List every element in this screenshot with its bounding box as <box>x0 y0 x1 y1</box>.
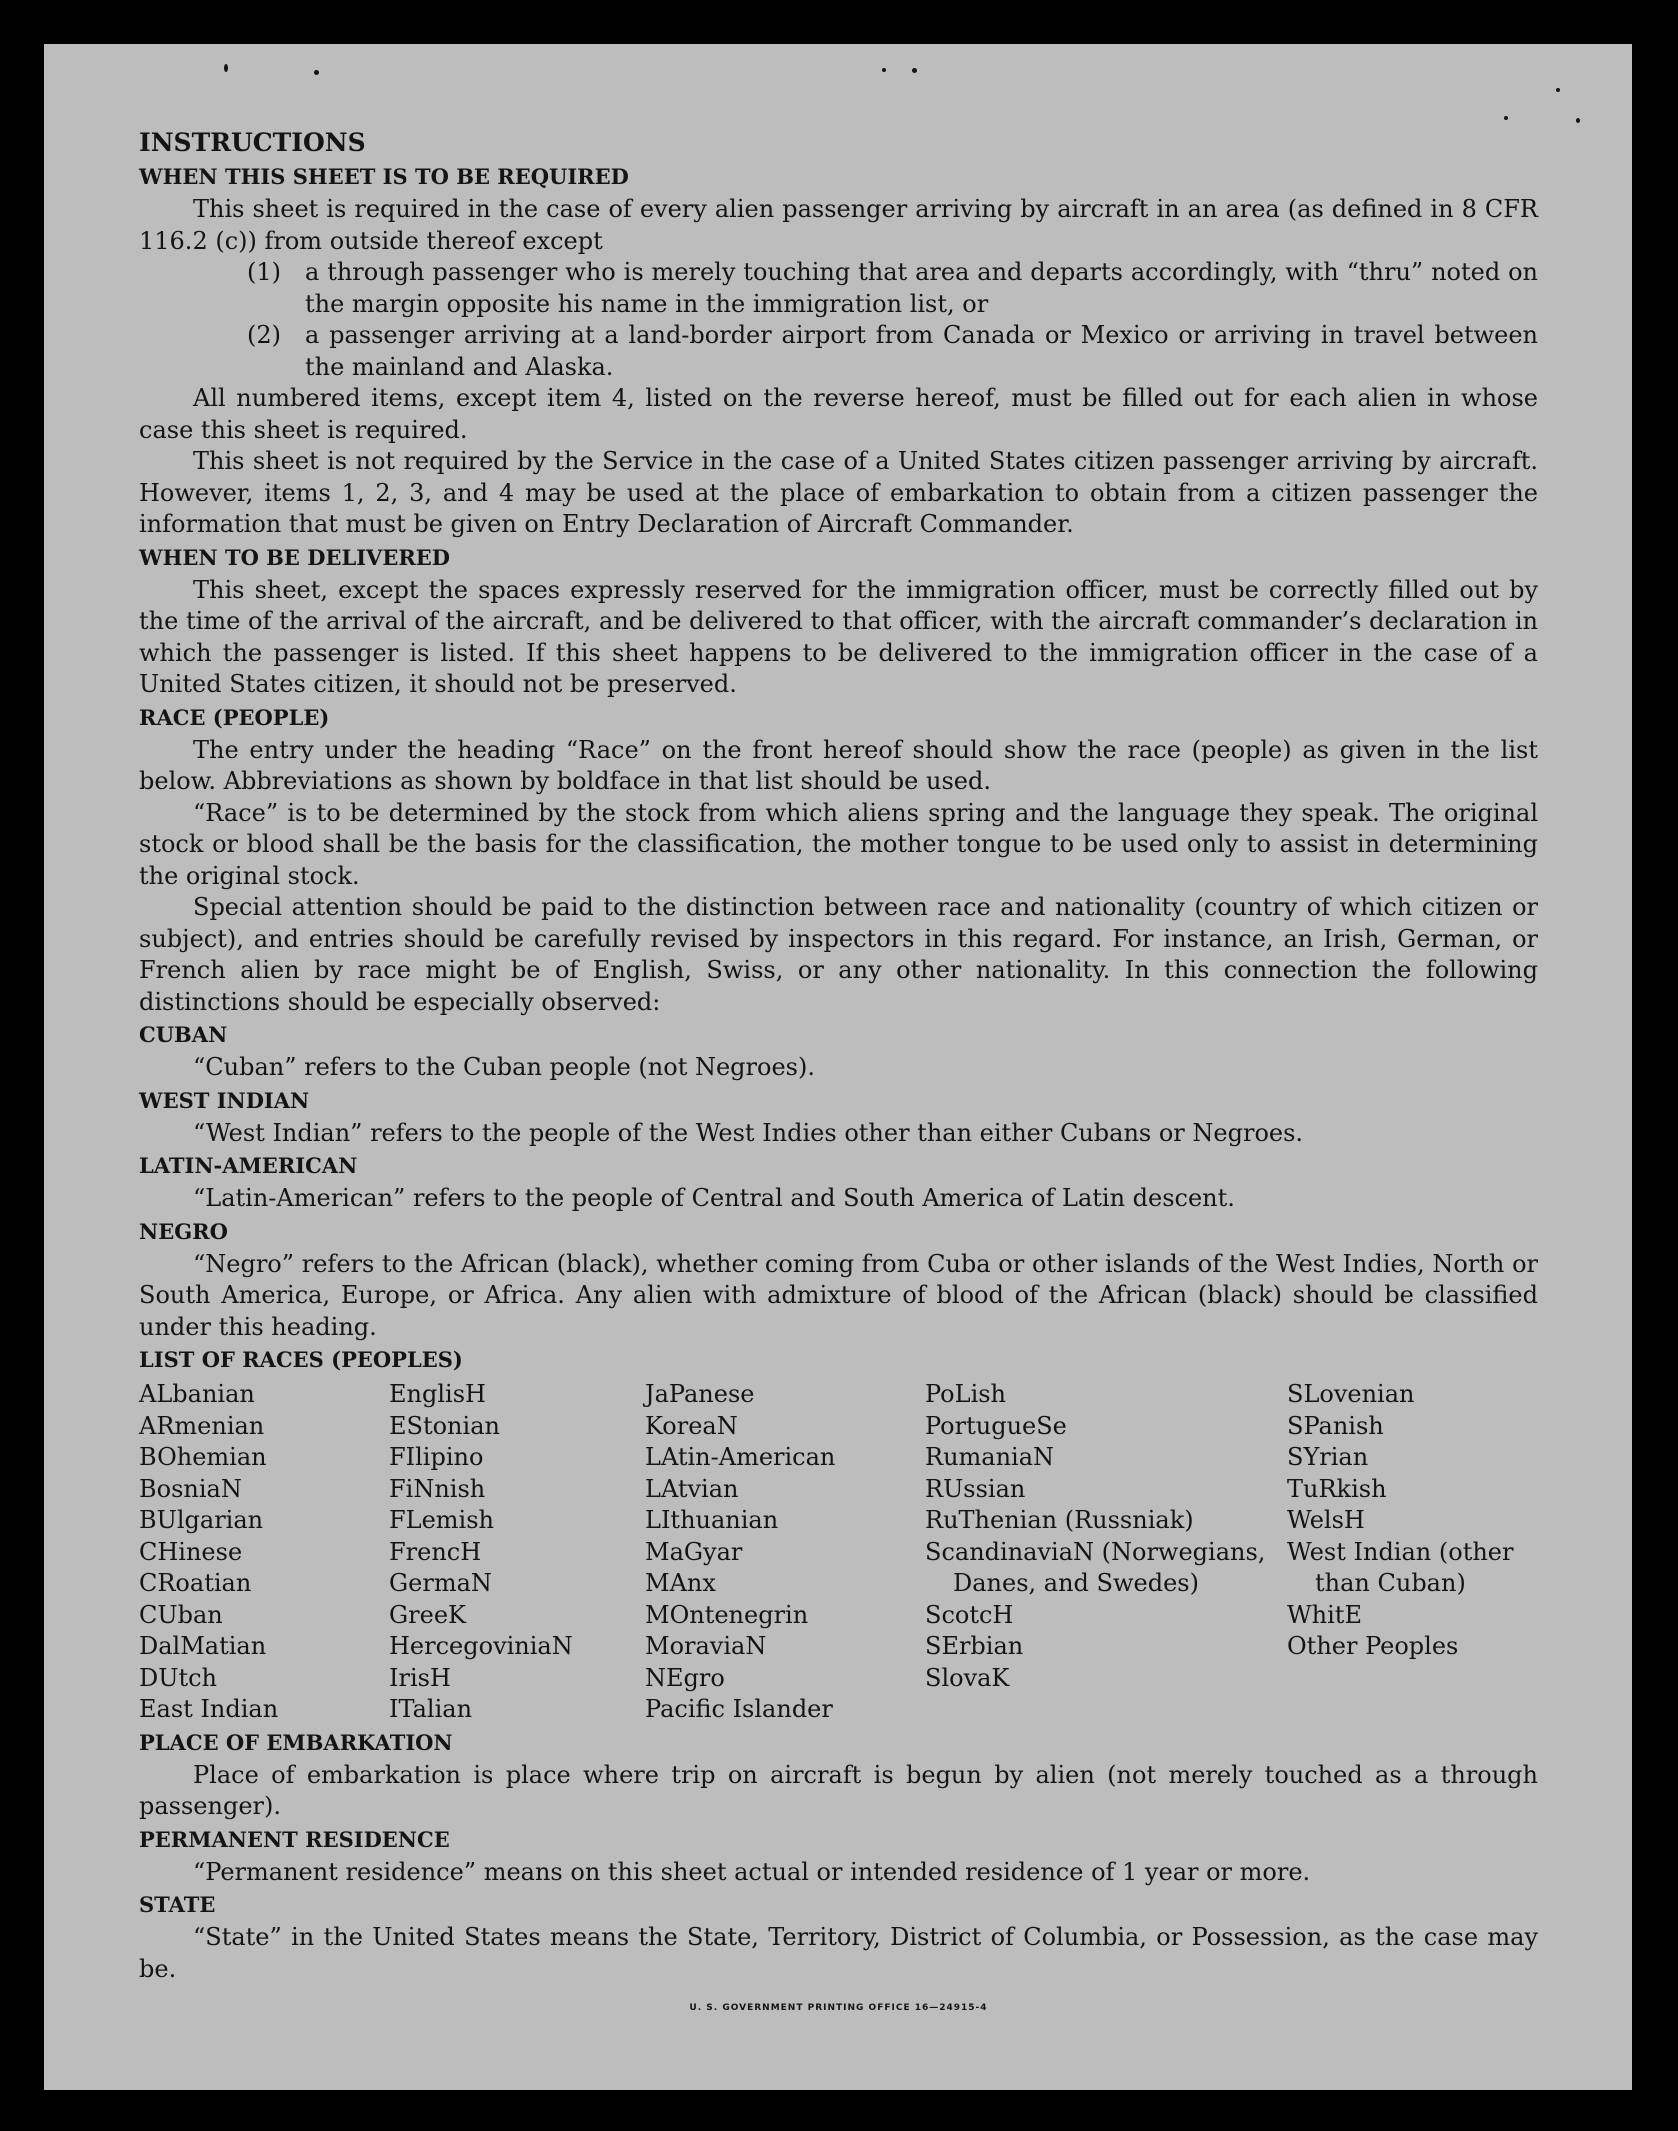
race-entry: FLemish <box>389 1506 494 1534</box>
races-column-3 <box>645 1379 925 1726</box>
race-entry: ITalian <box>389 1695 473 1723</box>
page-title: INSTRUCTIONS <box>139 128 366 157</box>
race-entry: BosniaN <box>139 1474 242 1503</box>
exception-item-1-number: (1) <box>247 258 281 286</box>
paragraph-embarkation: Place of embarkation is place where trip on aircraft is begun by alien (not merely touched as a through passenger). <box>139 1760 1538 1820</box>
race-entry: MoraviaN <box>645 1632 767 1660</box>
race-entry: PortugueSe <box>925 1411 1067 1440</box>
heading-when-delivered: WHEN TO BE DELIVERED <box>139 544 451 570</box>
scan-speck <box>1556 88 1560 92</box>
race-entry: RumaniaN <box>925 1443 1055 1471</box>
race-entry: GermaN <box>389 1569 492 1597</box>
race-entry: WelsH <box>1287 1506 1365 1534</box>
races-column-5 <box>1287 1379 1538 1726</box>
race-entry: FiNnish <box>389 1474 486 1503</box>
scan-speck <box>1504 116 1508 120</box>
race-entry: HercegoviniaN <box>389 1632 573 1660</box>
exception-item-2-number: (2) <box>247 321 281 349</box>
race-entry: NEgro <box>645 1663 725 1692</box>
race-entry: ScandinaviaN (Norwegians, Danes, and Swedes) <box>925 1537 1266 1597</box>
race-entry: SPanish <box>1287 1411 1384 1440</box>
race-entry: BUlgarian <box>139 1506 264 1534</box>
race-entry: FrencH <box>389 1537 482 1566</box>
race-entry: LIthuanian <box>645 1506 779 1534</box>
paragraph-race-entry: The entry under the heading “Race” on the front hereof should show the race (people) as given in the list below. Abbreviations as shown by boldface in that list should be used. <box>139 735 1538 795</box>
race-entry: SErbian <box>925 1632 1024 1660</box>
heading-place-of-embarkation: PLACE OF EMBARKATION <box>139 1729 453 1755</box>
race-entry: MOntenegrin <box>645 1600 809 1629</box>
heading-west-indian: WEST INDIAN <box>139 1087 310 1113</box>
exception-item-1 <box>139 257 1538 320</box>
heading-list-of-races: LIST OF RACES (PEOPLES) <box>139 1347 463 1372</box>
race-entry: CRoatian <box>139 1569 252 1597</box>
race-entry: RuThenian (Russniak) <box>925 1506 1194 1534</box>
race-entry: DalMatian <box>139 1632 267 1660</box>
paragraph-negro: “Negro” refers to the African (black), whether coming from Cuba or other islands of the West Indies, North or South America, Europe, or Africa. Any alien with admixture of blood of the African (black) should be classified under this heading. <box>139 1249 1538 1341</box>
race-entry: SLovenian <box>1287 1380 1415 1408</box>
race-entry: JaPanese <box>645 1380 755 1408</box>
race-entry: CHinese <box>139 1537 243 1566</box>
race-entry: FIlipino <box>389 1443 484 1471</box>
heading-race: RACE (PEOPLE) <box>139 704 330 730</box>
printer-imprint: U. S. GOVERNMENT PRINTING OFFICE 16—24915-4 <box>689 2003 988 2013</box>
race-entry: PoLish <box>925 1380 1007 1408</box>
race-entry: ScotcH <box>925 1600 1014 1629</box>
paragraph-race-stock: “Race” is to be determined by the stock from which aliens spring and the language they speak. The original stock or blood shall be the basis for the classification, the mother tongue to be used only to assist in determining the original stock. <box>139 798 1538 890</box>
race-entry: SlovaK <box>925 1663 1010 1692</box>
scan-speck <box>912 68 917 73</box>
heading-state: STATE <box>139 1892 216 1917</box>
paragraph-required-intro: This sheet is required in the case of every alien passenger arriving by aircraft in an area (as defined in 8 CFR 116.2 (c)) from outside thereof except <box>139 195 1538 255</box>
races-column-2 <box>389 1379 645 1726</box>
paragraph-state: “State” in the United States means the State, Territory, District of Columbia, or Possession, as the case may be. <box>139 1923 1538 1983</box>
scan-speck <box>1576 118 1580 123</box>
races-column-1 <box>139 1379 389 1726</box>
race-entry: Pacific Islander <box>645 1695 833 1723</box>
paragraph-citizen-passenger: This sheet is not required by the Service in the case of a United States citizen passenger arriving by aircraft. However, items 1, 2, 3, and 4 may be used at the place of embarkation to obtain from a citizen passenger the information that must be given on Entry Declaration of Aircraft Commander. <box>139 447 1538 538</box>
race-entry: LAtvian <box>645 1474 739 1503</box>
races-column-4 <box>925 1379 1287 1726</box>
race-entry: WhitE <box>1287 1600 1362 1629</box>
race-entry: MAnx <box>645 1569 716 1597</box>
race-entry: GreeK <box>389 1600 466 1629</box>
race-entry: CUban <box>139 1600 223 1629</box>
race-entry: IrisH <box>389 1663 451 1692</box>
paragraph-residence: “Permanent residence” means on this sheet actual or intended residence of 1 year or more. <box>193 1857 1311 1886</box>
exception-item-1-text: a through passenger who is merely touching that area and departs accordingly, with “thru” noted on the margin opposite his name in the immigration list, or <box>305 258 1538 318</box>
exception-item-2-text: a passenger arriving at a land-border airport from Canada or Mexico or arriving in travel between the mainland and Alaska. <box>305 321 1538 381</box>
race-entry: Other Peoples <box>1287 1632 1459 1660</box>
race-entry: BOhemian <box>139 1443 267 1471</box>
race-entry: EStonian <box>389 1411 500 1440</box>
race-entry: KoreaN <box>645 1411 738 1440</box>
heading-cuban: CUBAN <box>139 1022 228 1047</box>
paragraph-cuban: “Cuban” refers to the Cuban people (not Negroes). <box>193 1053 815 1081</box>
race-entry: DUtch <box>139 1663 218 1692</box>
races-list <box>139 1379 1538 1726</box>
heading-when-required: WHEN THIS SHEET IS TO BE REQUIRED <box>139 164 629 189</box>
race-entry: East Indian <box>139 1695 279 1723</box>
race-entry: LAtin-American <box>645 1443 836 1471</box>
heading-permanent-residence: PERMANENT RESIDENCE <box>139 1826 450 1852</box>
scan-speck <box>224 64 228 72</box>
race-entry: ALbanian <box>139 1380 255 1408</box>
heading-negro: NEGRO <box>139 1218 228 1244</box>
race-entry: SYrian <box>1287 1443 1369 1471</box>
race-entry: MaGyar <box>645 1537 743 1566</box>
paragraph-delivery: This sheet, except the spaces expressly reserved for the immigration officer, must be correctly filled out by the time of the arrival of the aircraft, and be delivered to that officer, with the aircraft commander’s declaration in which the passenger is listed. If this sheet happens to be delivered to the immigration officer in the case of a United States citizen, it should not be preserved. <box>139 575 1538 698</box>
race-entry: RUssian <box>925 1474 1026 1503</box>
paragraph-west-indian: “West Indian” refers to the people of the West Indies other than either Cubans or Negroes. <box>193 1118 1304 1147</box>
scan-speck <box>314 70 319 75</box>
paragraph-race-nationality: Special attention should be paid to the distinction between race and nationality (country of which citizen or subject), and entries should be carefully revised by inspectors in this regard. For instance, an Irish, German, or French alien by race might be of English, Swiss, or any other nationality. In this connection the following distinctions should be especially observed: <box>139 893 1538 1016</box>
exception-item-2 <box>139 320 1538 383</box>
race-entry: EnglisH <box>389 1380 486 1408</box>
paragraph-numbered-items: All numbered items, except item 4, listed on the reverse hereof, must be filled out for each alien in whose case this sheet is required. <box>139 384 1538 444</box>
race-entry: TuRkish <box>1287 1474 1387 1503</box>
heading-latin-american: LATIN-AMERICAN <box>139 1153 358 1178</box>
paragraph-latin-american: “Latin-American” refers to the people of Central and South America of Latin descent. <box>193 1184 1235 1212</box>
race-entry: West Indian (other than Cuban) <box>1287 1537 1514 1597</box>
instruction-sheet <box>44 44 1632 2090</box>
scan-speck <box>882 68 886 72</box>
race-entry: ARmenian <box>139 1411 265 1440</box>
